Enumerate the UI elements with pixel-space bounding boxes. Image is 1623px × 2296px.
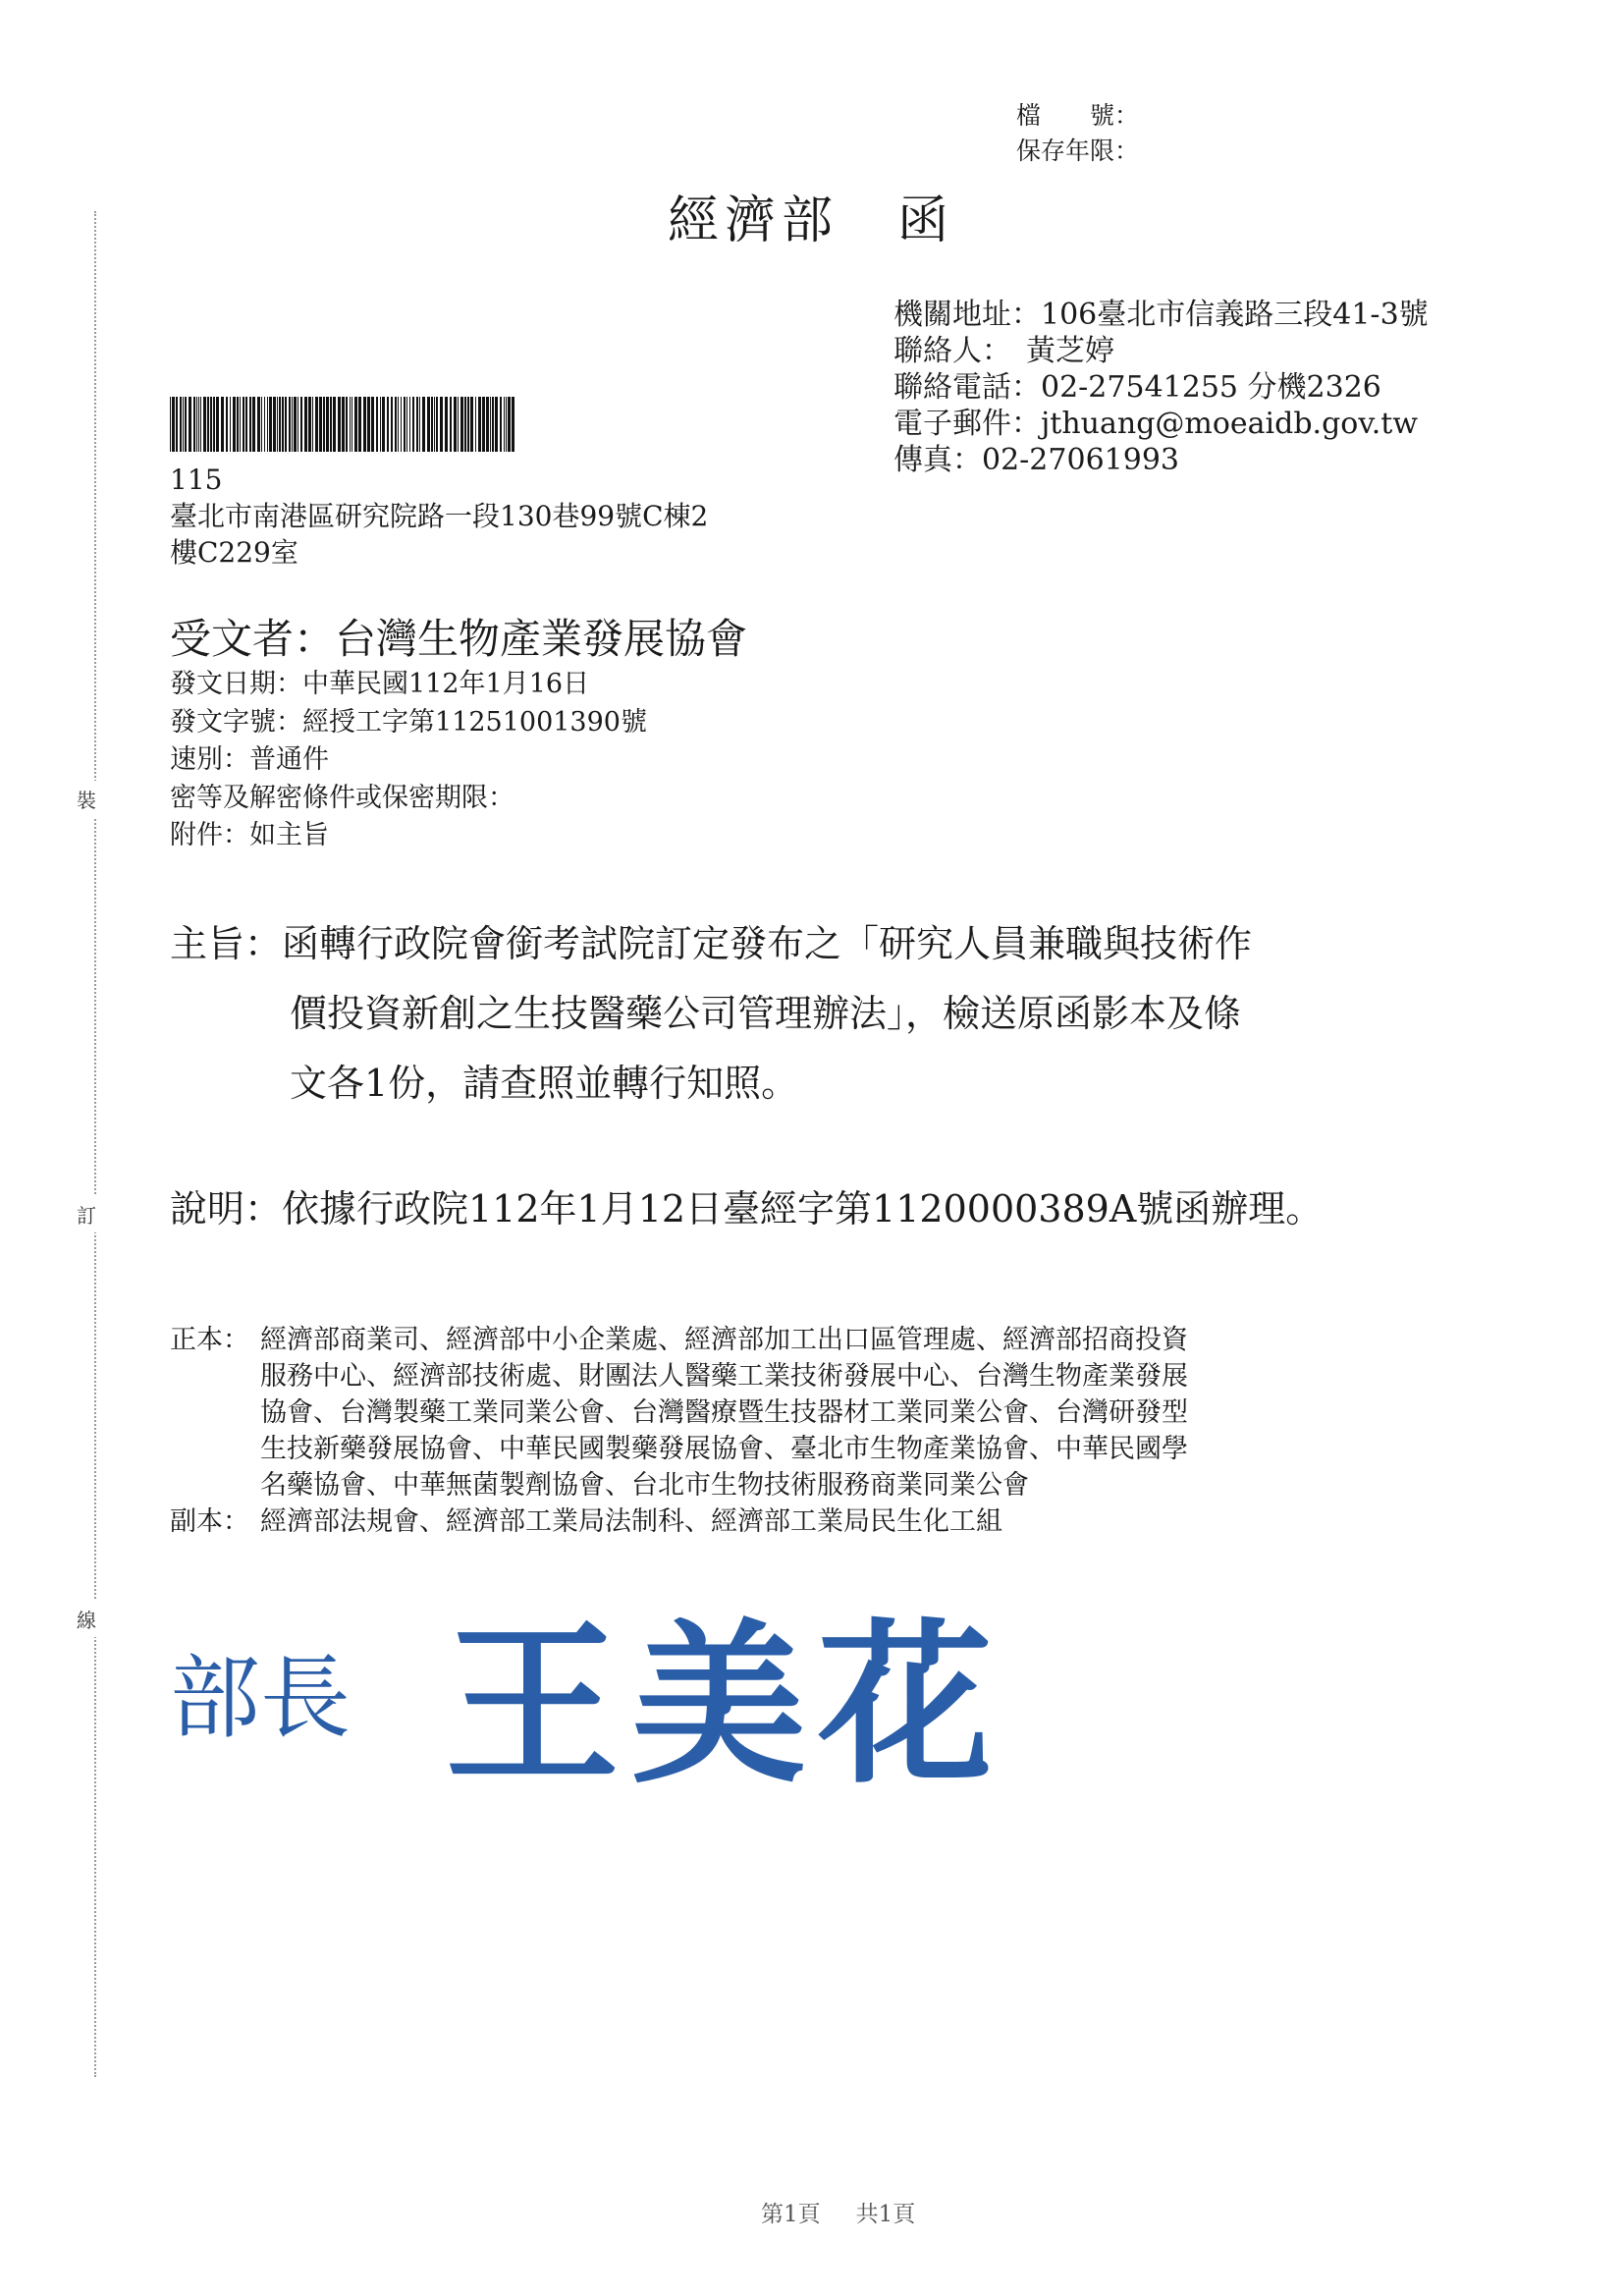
barcode-bar <box>213 397 215 452</box>
barcode-bar <box>427 397 430 452</box>
retention-period-label: 保存年限： <box>1016 137 1140 165</box>
margin-mark-bind: 裝 <box>77 781 96 817</box>
barcode-bar <box>269 397 272 452</box>
barcode-bar <box>273 397 276 452</box>
barcode-bar <box>395 397 397 452</box>
barcode-bar <box>460 397 463 452</box>
barcode-bar <box>193 397 195 452</box>
barcode-bar <box>512 397 514 452</box>
barcode-bar <box>294 397 297 452</box>
barcode-bar <box>363 397 366 452</box>
barcode-bar <box>203 397 206 452</box>
original-recipient-line <box>170 1394 1446 1431</box>
barcode-bar <box>252 397 255 452</box>
barcode-bar <box>326 397 329 452</box>
postal-code: 115 <box>170 464 223 496</box>
contact-email: 電子郵件：jthuang@moeaidb.gov.tw <box>893 407 1419 441</box>
barcode-bar <box>257 397 260 452</box>
barcode-bar <box>289 397 291 452</box>
barcode-bar <box>436 397 438 452</box>
barcode-bar <box>464 397 466 452</box>
original-recipients <box>170 1322 1446 1503</box>
document-type: 函 <box>897 191 955 250</box>
barcode-bar <box>475 397 476 452</box>
recipient: 受文者：台灣生物產業發展協會 <box>170 615 748 663</box>
barcode-bar <box>237 397 239 452</box>
barcode-bar <box>245 397 247 452</box>
original-recipient-text: 協會、台灣製藥工業同業公會、台灣醫療暨生技器材工業同業公會、台灣研發型 <box>260 1397 1188 1428</box>
distribution-section <box>170 1322 1446 1540</box>
barcode-bar <box>183 397 184 452</box>
barcode-bar <box>419 397 420 452</box>
margin-mark-line: 線 <box>77 1601 96 1637</box>
barcode-bar <box>398 397 399 452</box>
barcode-bar <box>508 397 511 452</box>
barcode-bar <box>354 397 357 452</box>
recipient-address <box>170 462 798 571</box>
barcode-bar <box>346 397 348 452</box>
barcode-bar <box>371 397 374 452</box>
barcode-bar <box>300 397 302 452</box>
document-number: 發文字號：經授工字第11251001390號 <box>170 706 647 738</box>
document-title <box>668 179 954 252</box>
address-line-1: 臺北市南港區研究院路一段130巷99號C棟2 <box>170 500 709 532</box>
barcode-bar <box>312 397 313 452</box>
original-recipient-line <box>170 1431 1446 1467</box>
barcode-bar <box>342 397 345 452</box>
file-number-label: 檔 號： <box>1016 101 1140 130</box>
original-recipient-text: 服務中心、經濟部技術處、財團法人醫藥工業技術發展中心、台灣生物產業發展 <box>260 1361 1188 1392</box>
original-heading: 正本： <box>170 1325 249 1355</box>
original-recipient-text: 經濟部商業司、經濟部中小企業處、經濟部加工出口區管理處、經濟部招商投資 <box>260 1325 1188 1355</box>
barcode-bar <box>500 397 502 452</box>
attachment: 附件：如主旨 <box>170 820 329 850</box>
original-recipient-line <box>170 1358 1446 1394</box>
barcode-bar <box>440 397 443 452</box>
barcode-bar <box>285 397 287 452</box>
minister-name-seal <box>445 1591 1034 1807</box>
minister-name: 王美花 <box>445 1602 1004 1807</box>
barcode <box>170 397 515 452</box>
barcode-bar <box>277 397 278 452</box>
address-line-2: 樓C229室 <box>170 536 298 569</box>
contact-block <box>893 297 1429 478</box>
barcode-bar <box>376 397 378 452</box>
barcode-bar <box>431 397 433 452</box>
copy-recipients: 經濟部法規會、經濟部工業局法制科、經濟部工業局民生化工組 <box>260 1506 1002 1537</box>
secrecy-level: 密等及解密條件或保密期限： <box>170 782 514 813</box>
barcode-bar <box>189 397 191 452</box>
barcode-bar <box>180 397 182 452</box>
contact-fax: 傳真：02-27061993 <box>893 443 1180 477</box>
explanation: 說明：依據行政院112年1月12日臺經字第1120000389A號函辦理。 <box>170 1187 1324 1230</box>
barcode-bar <box>230 397 231 452</box>
barcode-bar <box>391 397 393 452</box>
barcode-bar <box>401 397 402 452</box>
barcode-bar <box>210 397 212 452</box>
barcode-bar <box>412 397 414 452</box>
subject-line-3: 文各1份，請查照並轉行知照。 <box>290 1062 799 1105</box>
page-total: 共1頁 <box>855 2202 916 2227</box>
barcode-bar <box>387 397 389 452</box>
issue-date: 發文日期：中華民國112年1月16日 <box>170 669 590 699</box>
barcode-bar <box>216 397 219 452</box>
barcode-bar <box>458 397 459 452</box>
barcode-bar <box>243 397 244 452</box>
original-recipient-line <box>170 1467 1446 1503</box>
binding-margin-line <box>94 211 96 2077</box>
barcode-bar <box>380 397 381 452</box>
barcode-bar <box>467 397 469 452</box>
agency-name: 經濟部 <box>668 191 839 250</box>
barcode-bar <box>445 397 448 452</box>
barcode-bar <box>333 397 336 452</box>
barcode-bar <box>221 397 224 452</box>
barcode-bar <box>233 397 236 452</box>
barcode-bar <box>367 397 370 452</box>
barcode-bar <box>506 397 507 452</box>
margin-mark-sew: 訂 <box>77 1196 96 1232</box>
subject-line-1: 函轉行政院會銜考試院訂定發布之「研究人員兼職與技術作 <box>282 922 1253 965</box>
barcode-bar <box>185 397 187 452</box>
barcode-bar <box>350 397 351 452</box>
barcode-bar <box>319 397 322 452</box>
original-recipient-text: 名藥協會、中華無菌製劑協會、台北市生物技術服務商業同業公會 <box>260 1470 1029 1501</box>
original-recipient-text: 生技新藥發展協會、中華民國製藥發展協會、臺北市生物產業協會、中華民國學 <box>260 1434 1188 1464</box>
barcode-bar <box>198 397 199 452</box>
barcode-bar <box>434 397 435 452</box>
barcode-bar <box>196 397 197 452</box>
barcode-bar <box>358 397 361 452</box>
barcode-bar <box>207 397 209 452</box>
barcode-bar <box>422 397 425 452</box>
original-recipient-line <box>170 1322 1446 1358</box>
document-fields <box>170 666 647 855</box>
barcode-bar <box>338 397 341 452</box>
barcode-bar <box>382 397 385 452</box>
barcode-bar <box>323 397 325 452</box>
barcode-bar <box>304 397 307 452</box>
barcode-bar <box>308 397 311 452</box>
barcode-bar <box>330 397 332 452</box>
barcode-bar <box>486 397 489 452</box>
barcode-bar <box>409 397 410 452</box>
contact-person: 聯絡人： 黃芝婷 <box>893 334 1114 368</box>
barcode-bar <box>482 397 485 452</box>
minister-title: 部長 <box>170 1646 352 1751</box>
barcode-bar <box>240 397 241 452</box>
barcode-bar <box>261 397 262 452</box>
minister-signature <box>170 1591 1034 1807</box>
barcode-bar <box>267 397 268 452</box>
file-meta <box>1016 98 1139 169</box>
barcode-bar <box>315 397 318 452</box>
barcode-bar <box>406 397 407 452</box>
barcode-bar <box>504 397 505 452</box>
barcode-bar <box>279 397 281 452</box>
barcode-bar <box>292 397 293 452</box>
barcode-bar <box>176 397 178 452</box>
barcode-bar <box>490 397 491 452</box>
contact-phone: 聯絡電話：02-27541255 分機2326 <box>893 370 1381 405</box>
page-number: 第1頁 <box>761 2202 821 2227</box>
barcode-bar <box>170 397 171 452</box>
barcode-bar <box>450 397 452 452</box>
copy-heading: 副本： <box>170 1506 249 1537</box>
subject-heading: 主旨： <box>170 922 283 965</box>
barcode-bar <box>492 397 494 452</box>
barcode-bar <box>495 397 498 452</box>
subject-line-2: 價投資新創之生技醫藥公司管理辦法」，檢送原函影本及條 <box>290 992 1242 1035</box>
barcode-bar <box>200 397 201 452</box>
barcode-bar <box>282 397 284 452</box>
barcode-bar <box>478 397 481 452</box>
barcode-bar <box>470 397 473 452</box>
barcode-bar <box>249 397 251 452</box>
barcode-bar <box>226 397 228 452</box>
barcode-bar <box>264 397 265 452</box>
subject-section <box>170 909 1476 1119</box>
barcode-bar <box>404 397 406 452</box>
barcode-bar <box>416 397 418 452</box>
delivery-speed: 速別：普通件 <box>170 744 329 775</box>
agency-address: 機關地址：106臺北市信義路三段41-3號 <box>893 298 1429 332</box>
page-footer <box>761 2196 915 2228</box>
barcode-bar <box>172 397 175 452</box>
barcode-bar <box>454 397 457 452</box>
